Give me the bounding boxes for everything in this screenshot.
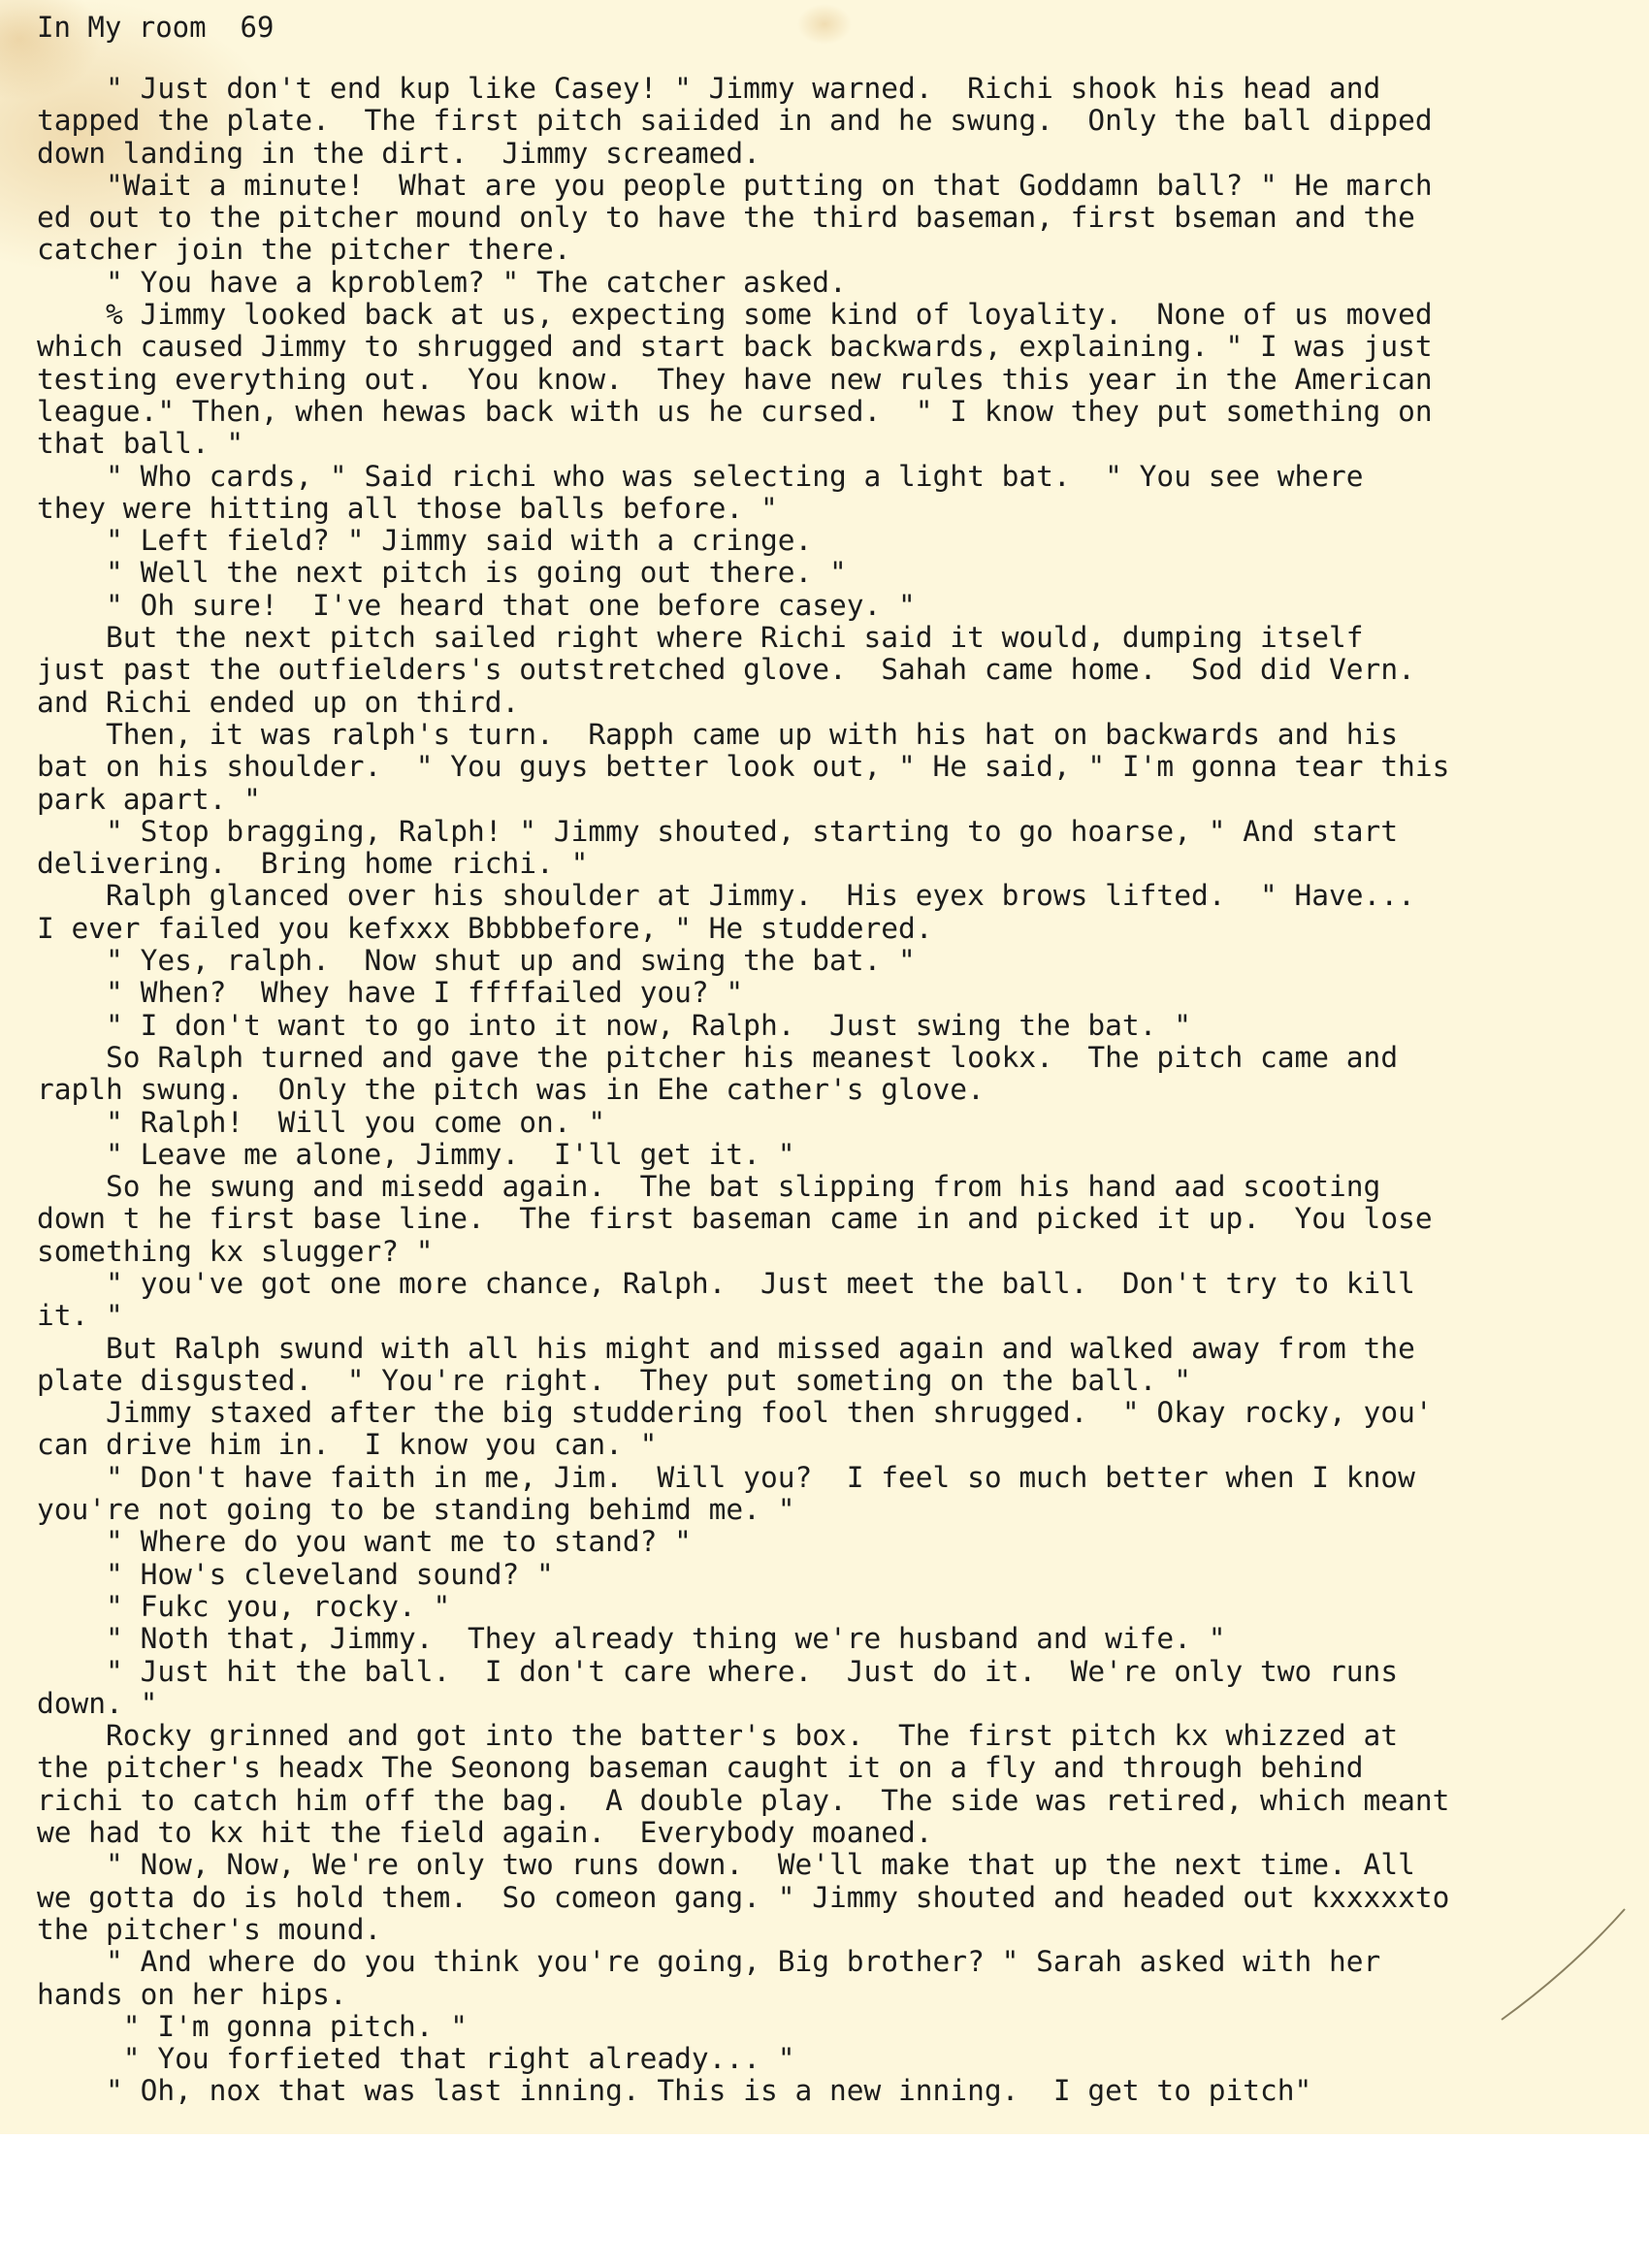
- text-line: " Don't have faith in me, Jim. Will you? I feel so much better when I know: [37, 1460, 1415, 1494]
- text-line: " Just don't end kup like Casey! " Jimmy warned. Richi shook his head and: [37, 72, 1381, 105]
- text-line: " you've got one more chance, Ralph. Just meet the ball. Don't try to kill: [37, 1266, 1415, 1300]
- text-line: Rocky grinned and got into the batter's box. The first pitch kx whizzed at: [37, 1719, 1399, 1753]
- text-line: delivering. Bring home richi. ": [37, 847, 589, 881]
- text-line: tapped the plate. The first pitch saiided in and he swung. Only the ball dipped: [37, 104, 1433, 138]
- text-line: " Just hit the ball. I don't care where. Just do it. We're only two runs: [37, 1654, 1399, 1688]
- text-line: we gotta do is hold them. So comeon gang. " Jimmy shouted and headed out kxxxxxto: [37, 1880, 1450, 1914]
- text-line: down. ": [37, 1686, 158, 1720]
- text-line: park apart. ": [37, 782, 261, 816]
- text-line: " Yes, ralph. Now shut up and swing the bat. ": [37, 944, 916, 978]
- text-line: bat on his shoulder. " You guys better look out, " He said, " I'm gonna tear this: [37, 750, 1450, 784]
- text-line: that ball. ": [37, 427, 244, 461]
- text-line: " You have a kproblem? " The catcher asked.: [37, 265, 847, 299]
- page-number: 69: [240, 11, 275, 44]
- text-line: " I don't want to go into it now, Ralph. Just swing the bat. ": [37, 1008, 1191, 1042]
- text-line: Ralph glanced over his shoulder at Jimmy. His eyex brows lifted. " Have...: [37, 879, 1415, 913]
- text-line: something kx slugger? ": [37, 1234, 434, 1268]
- text-line: " You forfieted that right already... ": [37, 2042, 795, 2076]
- text-line: " Ralph! Will you come on. ": [37, 1105, 606, 1139]
- text-line: you're not going to be standing behimd me. ": [37, 1493, 795, 1527]
- text-line: catcher join the pitcher there.: [37, 233, 571, 267]
- page-header: [37, 10, 274, 45]
- text-line: ed out to the pitcher mound only to have the third baseman, first bseman and the: [37, 201, 1415, 235]
- text-line: down t he first base line. The first baseman came in and picked it up. You lose: [37, 1202, 1433, 1236]
- text-line: Then, it was ralph's turn. Rapph came up with his hat on backwards and his: [37, 717, 1399, 751]
- pen-stroke-mark: [1494, 1901, 1630, 2027]
- text-line: % Jimmy looked back at us, expecting some kind of loyality. None of us moved: [37, 298, 1433, 332]
- text-line: it. ": [37, 1299, 123, 1333]
- text-line: testing everything out. You know. They have new rules this year in the American: [37, 362, 1433, 396]
- text-line: " Leave me alone, Jimmy. I'll get it. ": [37, 1137, 795, 1171]
- text-line: the pitcher's mound.: [37, 1912, 382, 1946]
- text-line: richi to catch him off the bag. A double play. The side was retired, which meant: [37, 1783, 1450, 1817]
- text-line: " Oh sure! I've heard that one before casey. ": [37, 588, 916, 622]
- text-line: raplh swung. Only the pitch was in Ehe cather's glove.: [37, 1073, 985, 1107]
- text-line: " Now, Now, We're only two runs down. We'll make that up the next time. All: [37, 1848, 1415, 1882]
- text-line: hands on her hips.: [37, 1977, 347, 2011]
- text-line: " Who cards, " Said richi who was selecting a light bat. " You see where: [37, 459, 1364, 493]
- text-line: we had to kx hit the field again. Everybody moaned.: [37, 1816, 933, 1850]
- text-line: But the next pitch sailed right where Richi said it would, dumping itself: [37, 621, 1364, 655]
- text-line: " Left field? " Jimmy said with a cringe.: [37, 524, 813, 558]
- text-line: " Oh, nox that was last inning. This is a new inning. I get to pitch": [37, 2074, 1312, 2108]
- text-line: league." Then, when hewas back with us he cursed. " I know they put something on: [37, 394, 1433, 428]
- text-line: " Fukc you, rocky. ": [37, 1589, 451, 1623]
- text-line: they were hitting all those balls before. ": [37, 491, 778, 525]
- manuscript-body: [37, 73, 1637, 2108]
- text-line: plate disgusted. " You're right. They put someting on the ball. ": [37, 1363, 1191, 1397]
- text-line: " I'm gonna pitch. ": [37, 2009, 469, 2043]
- text-line: " Stop bragging, Ralph! " Jimmy shouted, starting to go hoarse, " And start: [37, 814, 1399, 848]
- text-line: just past the outfielders's outstretched glove. Sahah came home. Sod did Vern.: [37, 653, 1415, 687]
- text-line: So he swung and misedd again. The bat slipping from his hand aad scooting: [37, 1170, 1381, 1204]
- text-line: and Richi ended up on third.: [37, 685, 520, 719]
- text-line: " And where do you think you're going, Big brother? " Sarah asked with her: [37, 1945, 1381, 1979]
- header-title: In My room: [37, 11, 207, 44]
- text-line: " Noth that, Jimmy. They already thing we're husband and wife. ": [37, 1622, 1226, 1656]
- text-line: " Where do you want me to stand? ": [37, 1525, 692, 1559]
- text-line: can drive him in. I know you can. ": [37, 1428, 658, 1462]
- text-line: But Ralph swund with all his might and missed again and walked away from the: [37, 1331, 1415, 1365]
- text-line: " When? Whey have I ffffailed you? ": [37, 976, 744, 1010]
- text-line: "Wait a minute! What are you people putting on that Goddamn ball? " He march: [37, 168, 1433, 202]
- text-line: the pitcher's headx The Seonong baseman caught it on a fly and through behind: [37, 1751, 1364, 1785]
- text-line: which caused Jimmy to shrugged and start back backwards, explaining. " I was just: [37, 330, 1433, 364]
- text-line: " Well the next pitch is going out there. ": [37, 556, 847, 590]
- text-line: Jimmy staxed after the big studdering fool then shrugged. " Okay rocky, you': [37, 1396, 1433, 1430]
- text-line: I ever failed you kefxxx Bbbbbefore, " He studdered.: [37, 911, 933, 945]
- text-line: down landing in the dirt. Jimmy screamed.: [37, 136, 760, 170]
- text-line: " How's cleveland sound? ": [37, 1557, 554, 1591]
- text-line: So Ralph turned and gave the pitcher his meanest lookx. The pitch came and: [37, 1040, 1399, 1074]
